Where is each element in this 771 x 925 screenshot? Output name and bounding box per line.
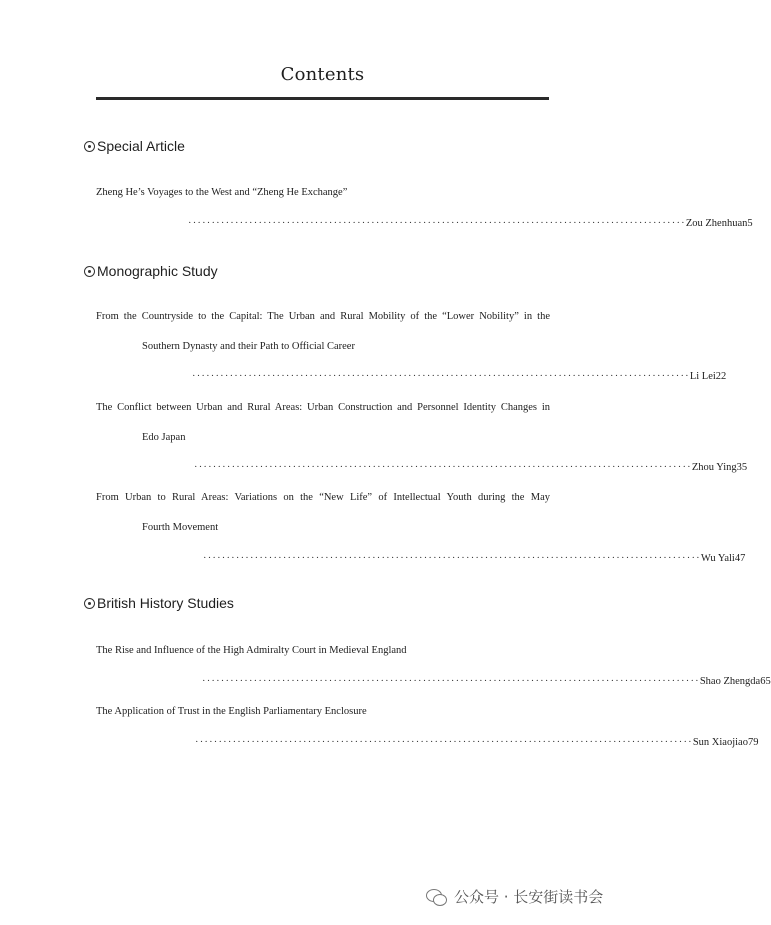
toc-entry-title[interactable]: The Conflict between Urban and Rural Areas: Urban Construction and Personnel Identity Changes in: [96, 402, 550, 413]
toc-entry-author-line[interactable]: [202, 675, 771, 689]
section-header-special-article: [84, 137, 185, 155]
page-title: Contents: [280, 64, 365, 85]
toc-entry-title-continued[interactable]: Edo Japan: [142, 432, 186, 443]
circle-bullet-icon: [84, 141, 95, 152]
toc-entry-author-line[interactable]: [188, 217, 753, 231]
dot-leader: ··········································································································: [188, 218, 686, 229]
toc-entry-author: Shao Zhengda: [699, 676, 761, 687]
dot-leader: ··········································································································: [194, 462, 692, 473]
toc-entry-page: 35: [736, 462, 748, 473]
toc-entry-page: 47: [734, 553, 746, 564]
circle-bullet-icon: [84, 266, 95, 277]
wechat-watermark: [426, 886, 603, 907]
dot-leader: ··········································································································: [192, 371, 690, 382]
toc-entry-author: Sun Xiaojiao: [692, 737, 748, 748]
toc-entry-author-line[interactable]: [194, 461, 748, 475]
toc-entry-title[interactable]: From Urban to Rural Areas: Variations on the “New Life” of Intellectual Youth during the May: [96, 492, 550, 503]
title-rule: [96, 97, 549, 100]
toc-entry-page: 79: [747, 737, 759, 748]
toc-entry-title-continued[interactable]: Southern Dynasty and their Path to Official Career: [142, 341, 355, 352]
toc-entry-author: Zou Zhenhuan: [685, 218, 748, 229]
section-heading: Special Article: [97, 138, 185, 154]
toc-entry-title-continued[interactable]: Fourth Movement: [142, 522, 219, 533]
dot-leader: ··········································································································: [195, 737, 693, 748]
wechat-icon: [426, 888, 448, 906]
dot-leader: ··········································································································: [203, 553, 701, 564]
section-heading: Monographic Study: [97, 263, 218, 279]
toc-entry-title[interactable]: The Rise and Influence of the High Admiralty Court in Medieval England: [96, 645, 407, 656]
toc-entry-author: Zhou Ying: [691, 462, 737, 473]
section-header-british-history-studies: [84, 594, 234, 612]
section-heading: British History Studies: [97, 595, 234, 611]
circle-bullet-icon: [84, 598, 95, 609]
toc-entry-page: 5: [747, 218, 753, 229]
toc-entry-title[interactable]: Zheng He’s Voyages to the West and “Zheng He Exchange”: [96, 187, 348, 198]
watermark-text: 公众号 · 长安街读书会: [454, 888, 604, 906]
section-header-monographic-study: [84, 262, 218, 280]
toc-entry-author: Li Lei: [689, 371, 716, 382]
toc-entry-author-line[interactable]: [192, 370, 727, 384]
dot-leader: ··········································································································: [202, 676, 700, 687]
toc-entry-author-line[interactable]: [195, 736, 759, 750]
toc-entry-title[interactable]: From the Countryside to the Capital: The Urban and Rural Mobility of the “Lower Nobility” in the: [96, 311, 550, 322]
toc-entry-author-line[interactable]: [203, 552, 746, 566]
toc-entry-title[interactable]: The Application of Trust in the English Parliamentary Enclosure: [96, 706, 367, 717]
toc-entry-page: 22: [715, 371, 727, 382]
toc-entry-page: 65: [760, 676, 771, 687]
toc-entry-author: Wu Yali: [700, 553, 735, 564]
